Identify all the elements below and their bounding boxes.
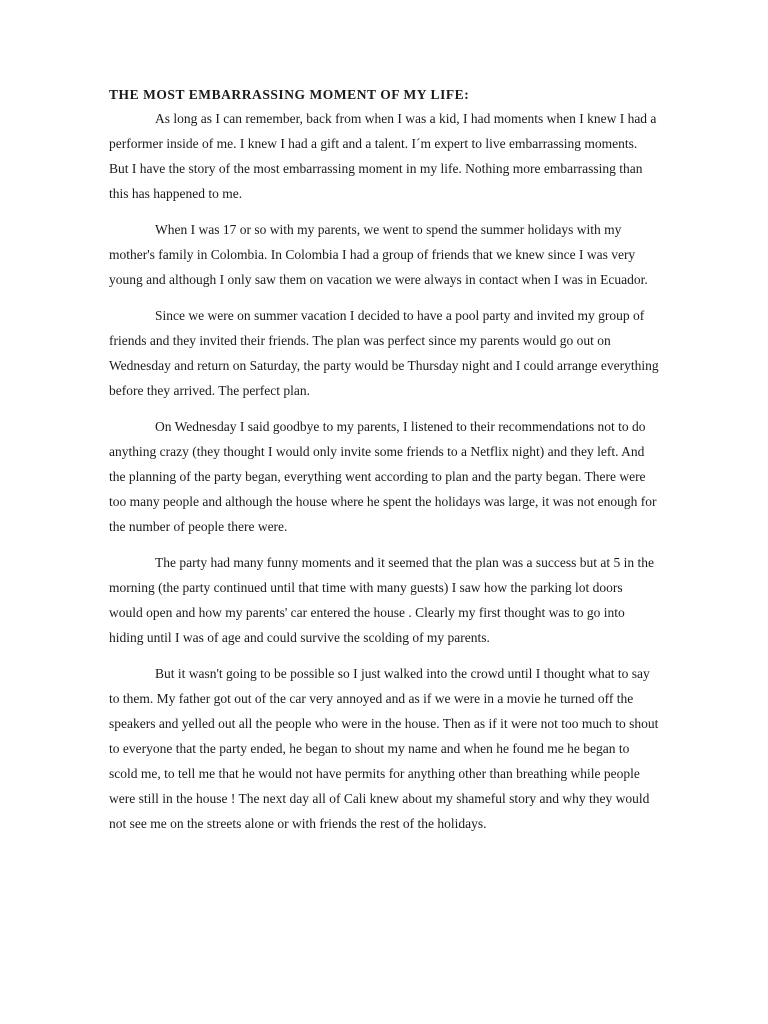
paragraph-5: The party had many funny moments and it seemed that the plan was a success but at 5 in the morning (the party continued until that time with many guests) I saw how the parking lot doors would open and how my parents' car entered the house . Clearly my first thought was to go into hiding until I was of age and could survive the scolding of my parents. [109, 555, 654, 645]
paragraph-3: Since we were on summer vacation I decided to have a pool party and invited my group of friends and they invited their friends. The plan was perfect since my parents would go out on Wednesday and return on Saturday, the party would be Thursday night and I could arrange everything before they arrived. The perfect plan. [109, 308, 659, 398]
document-title: THE MOST EMBARRASSING MOMENT OF MY LIFE: [109, 87, 470, 102]
paragraph-4: On Wednesday I said goodbye to my parents, I listened to their recommendations not to do anything crazy (they thought I would only invite some friends to a Netflix night) and they left. And the planning of the party began, everything went according to plan and the party began. There were too many people and although the house where he spent the holidays was large, it was not enough for the number of people there were. [109, 419, 657, 534]
document-body [109, 84, 659, 847]
paragraph-2: When I was 17 or so with my parents, we went to spend the summer holidays with my mother's family in Colombia. In Colombia I had a group of friends that we knew since I was very young and although I only saw them on vacation we were always in contact when I was in Ecuador. [109, 222, 648, 287]
paragraph-1: As long as I can remember, back from when I was a kid, I had moments when I knew I had a performer inside of me. I knew I had a gift and a talent. I´m expert to live embarrassing moments. But I have the story of the most embarrassing moment in my life. Nothing more embarrassing than this has happened to me. [109, 111, 657, 201]
paragraph-6: But it wasn't going to be possible so I just walked into the crowd until I thought what to say to them. My father got out of the car very annoyed and as if we were in a movie he turned off the speakers and yelled out all the people who were in the house. Then as if it were not too much to shout to everyone that the party ended, he began to shout my name and when he found me he began to scold me, to tell me that he would not have permits for anything other than breathing while people were still in the house ! The next day all of Cali knew about my shameful story and why they would not see me on the streets alone or with friends the rest of the holidays. [109, 666, 659, 831]
